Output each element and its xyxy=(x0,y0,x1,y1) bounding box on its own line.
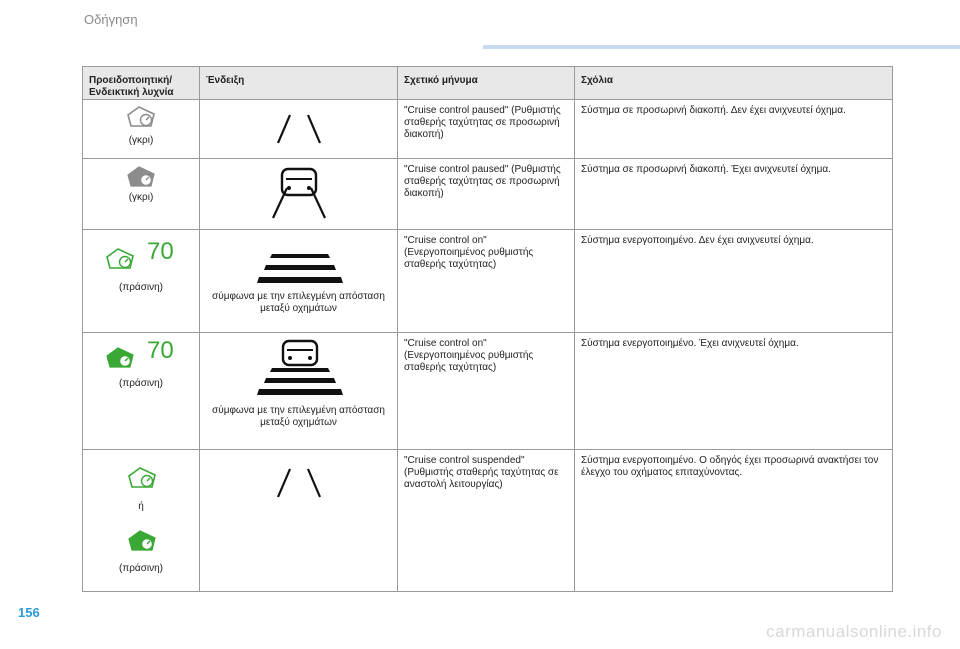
lane-lines-icon xyxy=(254,112,344,146)
cruise-control-outline-green-icon xyxy=(127,466,157,492)
header-comments: Σχόλια xyxy=(575,67,893,100)
header-message: Σχετικό μήνυμα xyxy=(398,67,575,100)
message-cell: "Cruise control paused" (Ρυθμιστής σταθερής ταχύτητας σε προσωρινή διακοπή) xyxy=(398,100,575,159)
table-row xyxy=(83,159,893,230)
display-caption: σύμφωνα με την επιλεγμένη απόσταση μεταξύ οχημάτων xyxy=(212,405,385,428)
cruise-control-filled-grey-icon xyxy=(126,165,156,191)
speed-setting-value: 70 xyxy=(147,238,174,265)
lane-lines-icon xyxy=(254,466,344,500)
lamp-caption: (γκρι) xyxy=(128,135,154,146)
comment-cell: Σύστημα ενεργοποιημένο. Ο οδηγός έχει προσωρινά ανακτήσει τον έλεγχο του οχήματος επιταχύνοντας. xyxy=(575,450,893,592)
lamp-cell xyxy=(83,333,200,450)
cruise-control-outline-grey-icon xyxy=(126,105,156,131)
message-cell: "Cruise control paused" (Ρυθμιστής σταθερής ταχύτητας σε προσωρινή διακοπή) xyxy=(398,159,575,230)
watermark: carmanualsonline.info xyxy=(766,622,942,641)
display-cell xyxy=(200,100,398,159)
table-row xyxy=(83,100,893,159)
comment-cell: Σύστημα σε προσωρινή διακοπή. Έχει ανιχνευτεί όχημα. xyxy=(575,159,893,230)
comment-cell: Σύστημα ενεργοποιημένο. Δεν έχει ανιχνευτεί όχημα. xyxy=(575,230,893,333)
display-cell xyxy=(200,450,398,592)
lamp-caption: (πράσινη) xyxy=(119,378,163,389)
table-row xyxy=(83,450,893,592)
header-display: Ένδειξη xyxy=(200,67,398,100)
display-cell xyxy=(200,159,398,230)
comment-cell: Σύστημα σε προσωρινή διακοπή. Δεν έχει ανιχνευτεί όχημα. xyxy=(575,100,893,159)
cruise-control-filled-green-icon xyxy=(105,346,135,372)
table-row xyxy=(83,230,893,333)
distance-bars-icon xyxy=(250,250,350,288)
display-cell xyxy=(200,230,398,333)
comment-cell: Σύστημα ενεργοποιημένο. Έχει ανιχνευτεί όχημα. xyxy=(575,333,893,450)
lamp-cell xyxy=(83,159,200,230)
display-caption: σύμφωνα με την επιλεγμένη απόσταση μεταξύ οχημάτων xyxy=(212,291,385,314)
header-accent-bar xyxy=(483,45,960,49)
table-header-row xyxy=(83,67,893,100)
page-number: 156 xyxy=(18,605,40,620)
lamp-cell xyxy=(83,230,200,333)
cruise-control-table xyxy=(82,66,893,592)
lamp-cell xyxy=(83,450,200,592)
vehicle-ahead-icon xyxy=(249,165,349,221)
header-lamp: Προειδοποιητική/ Ενδεικτική λυχνία xyxy=(83,67,200,100)
section-title: Οδήγηση xyxy=(84,12,138,27)
lamp-cell xyxy=(83,100,200,159)
vehicle-ahead-distance-icon xyxy=(250,339,350,397)
message-cell: "Cruise control on" (Ενεργοποιημένος ρυθμιστής σταθερής ταχύτητας) xyxy=(398,333,575,450)
cruise-control-filled-green-icon xyxy=(127,529,157,555)
lamp-or-label: ή xyxy=(138,501,144,512)
lamp-caption: (γκρι) xyxy=(128,192,154,203)
cruise-control-outline-green-icon xyxy=(105,247,135,273)
lamp-caption: (πράσινη) xyxy=(119,563,163,574)
message-cell: "Cruise control on" (Ενεργοποιημένος ρυθμιστής σταθερής ταχύτητας) xyxy=(398,230,575,333)
lamp-caption: (πράσινη) xyxy=(119,282,163,293)
table-row xyxy=(83,333,893,450)
speed-setting-value: 70 xyxy=(147,337,174,364)
message-cell: "Cruise control suspended" (Ρυθμιστής σταθερής ταχύτητας σε αναστολή λειτουργίας) xyxy=(398,450,575,592)
display-cell xyxy=(200,333,398,450)
